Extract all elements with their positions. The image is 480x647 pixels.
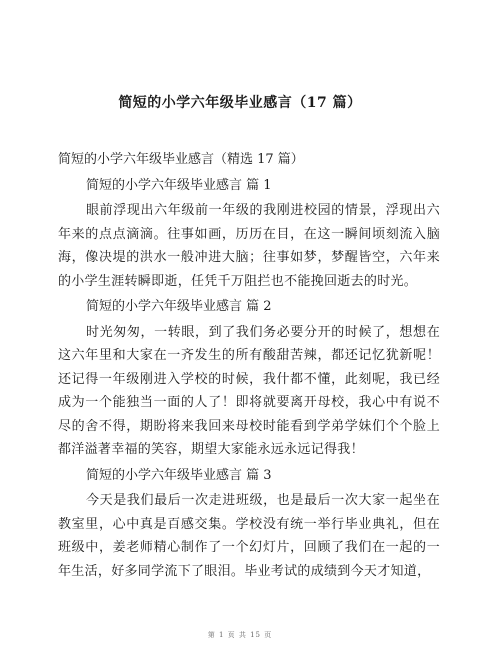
section-paragraph-1: 眼前浮现出六年级前一年级的我刚进校园的情景，浮现出六年来的点点滴滴。往事如画，历历在目，在这一瞬间顷刻流入脑海，像决堤的洪水一般冲进大脑；往事如梦，梦醒皆空，六年来的小学生涯转瞬即逝，任凭千万阻拦也不能挽回逝去的时光。	[58, 203, 440, 289]
document-body	[58, 148, 440, 583]
page-footer: 第 1 页 共 15 页	[207, 631, 273, 639]
section-heading-2: 简短的小学六年级毕业感言 篇 2	[86, 299, 272, 314]
section-paragraph-2: 时光匆匆，一转眼，到了我们务必要分开的时候了，想想在这六年里和大家在一齐发生的所有酸甜苦辣，都还记忆犹新呢！还记得一年级刚进入学校的时候，我什都不懂，此刻呢，我已经成为一个能独当一面的人了！即将就要离开母校，我心中有说不尽的舍不得，期盼将来我回来母校时能看到学弟学妹们个个脸上都洋溢著幸福的笑容，期望大家能永远永远记得我！	[58, 324, 440, 457]
document-title: 简短的小学六年级毕业感言（17 篇）	[118, 95, 362, 111]
section-heading-1: 简短的小学六年级毕业感言 篇 1	[86, 177, 272, 193]
document-subtitle: 简短的小学六年级毕业感言（精选 17 篇）	[58, 152, 304, 167]
section-heading-3: 简短的小学六年级毕业感言 篇 3	[86, 467, 272, 483]
section-paragraph-3: 今天是我们最后一次走进班级，也是最后一次大家一起坐在教室里，心中真是百感交集。学校没有统一举行毕业典礼，但在班级中，姜老师精心制作了一个幻灯片，回顾了我们在一起的一年生活，好多同学流下了眼泪。毕业考试的成绩到今天才知道，	[58, 493, 440, 579]
